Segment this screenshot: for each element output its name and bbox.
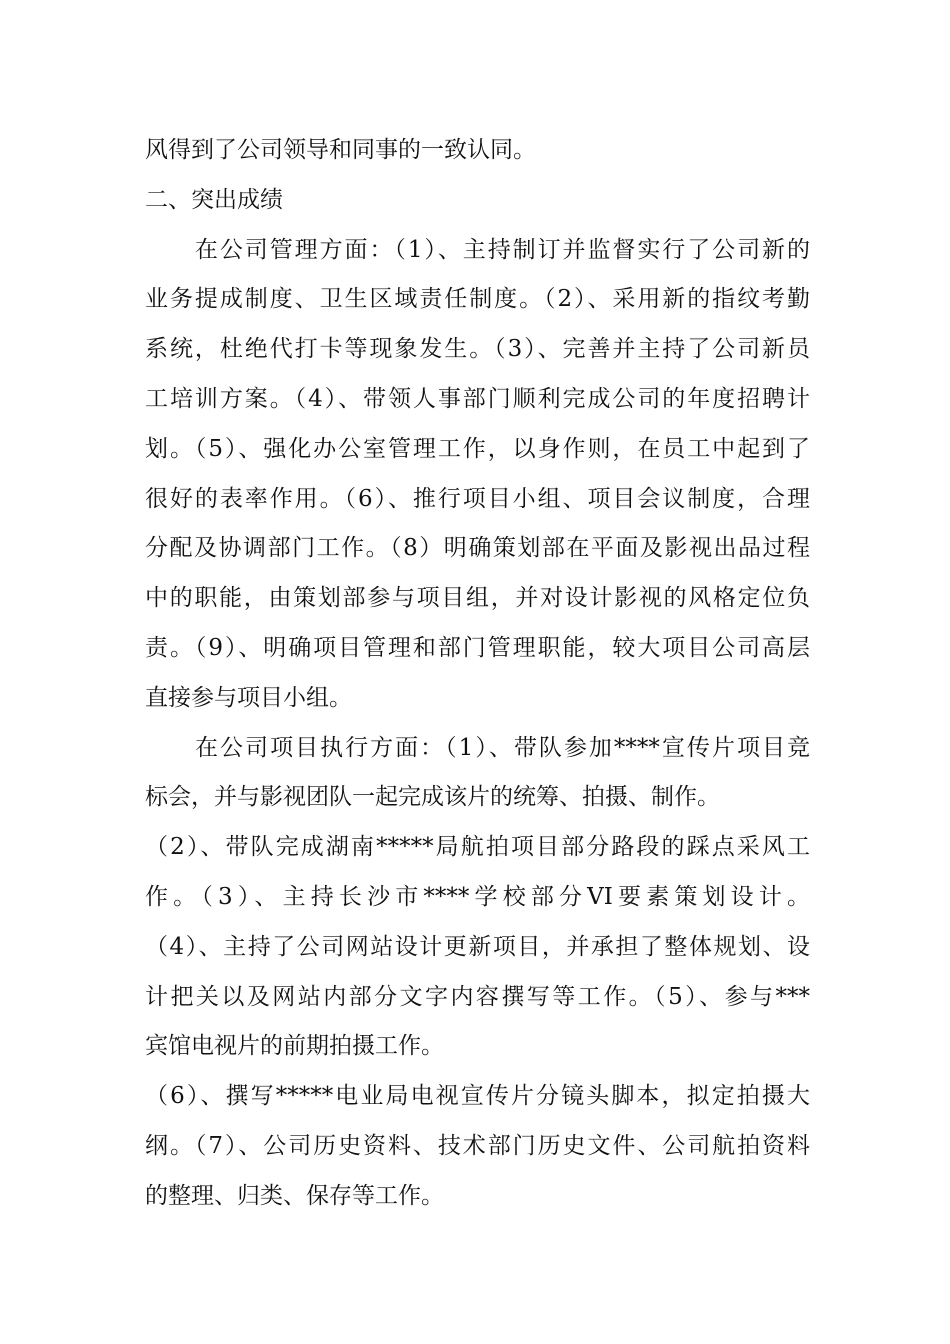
paragraph-line: 直接参与项目小组。 bbox=[145, 684, 352, 711]
paragraph-line: 在公司项目执行方面：（1）、带队参加****宣传片项目竞 bbox=[145, 734, 810, 761]
paragraph-line: （6）、撰写*****电业局电视宣传片分镜头脚本，拟定拍摄大 bbox=[145, 1083, 810, 1110]
management-paragraph bbox=[145, 226, 810, 724]
projects-paragraph bbox=[145, 724, 810, 1073]
paragraph-line: 的整理、归类、保存等工作。 bbox=[145, 1182, 444, 1209]
paragraph-line: 分配及协调部门工作。（8）明确策划部在平面及影视出品过程 bbox=[145, 535, 810, 562]
paragraph-line: （4）、主持了公司网站设计更新项目，并承担了整体规划、设 bbox=[145, 933, 810, 960]
section-heading: 二、突出成绩 bbox=[145, 186, 283, 213]
paragraph-line: 计把关以及网站内部分文字内容撰写等工作。（5）、参与*** bbox=[145, 983, 810, 1010]
document-body bbox=[145, 126, 810, 1222]
paragraph-line: 划。（5）、强化办公室管理工作，以身作则，在员工中起到了 bbox=[145, 435, 810, 462]
projects-paragraph-continued bbox=[145, 1072, 810, 1221]
paragraph-line: 作。（3）、主持长沙市****学校部分VI要素策划设计。 bbox=[145, 883, 810, 910]
paragraph-line: 宾馆电视片的前期拍摄工作。 bbox=[145, 1033, 444, 1060]
paragraph-line: 很好的表率作用。（6）、推行项目小组、项目会议制度，合理 bbox=[145, 485, 810, 512]
paragraph-line: 系统，杜绝代打卡等现象发生。（3）、完善并主持了公司新员 bbox=[145, 336, 810, 363]
paragraph-line: 在公司管理方面：（1）、主持制订并监督实行了公司新的 bbox=[145, 236, 810, 263]
intro-paragraph-end: 风得到了公司领导和同事的一致认同。 bbox=[145, 137, 536, 163]
paragraph-line: 业务提成制度、卫生区域责任制度。（2）、采用新的指纹考勤 bbox=[145, 286, 810, 313]
paragraph-line: 标会，并与影视团队一起完成该片的统筹、拍摄、制作。 bbox=[145, 784, 720, 811]
paragraph-line: （2）、带队完成湖南*****局航拍项目部分路段的踩点采风工 bbox=[145, 834, 810, 861]
paragraph-line: 工培训方案。（4）、带领人事部门顺利完成公司的年度招聘计 bbox=[145, 385, 810, 412]
paragraph-line: 中的职能，由策划部参与项目组，并对设计影视的风格定位负 bbox=[145, 585, 810, 612]
paragraph-line: 纲。（7）、公司历史资料、技术部门历史文件、公司航拍资料 bbox=[145, 1132, 810, 1159]
paragraph-line: 责。（9）、明确项目管理和部门管理职能，较大项目公司高层 bbox=[145, 634, 810, 661]
